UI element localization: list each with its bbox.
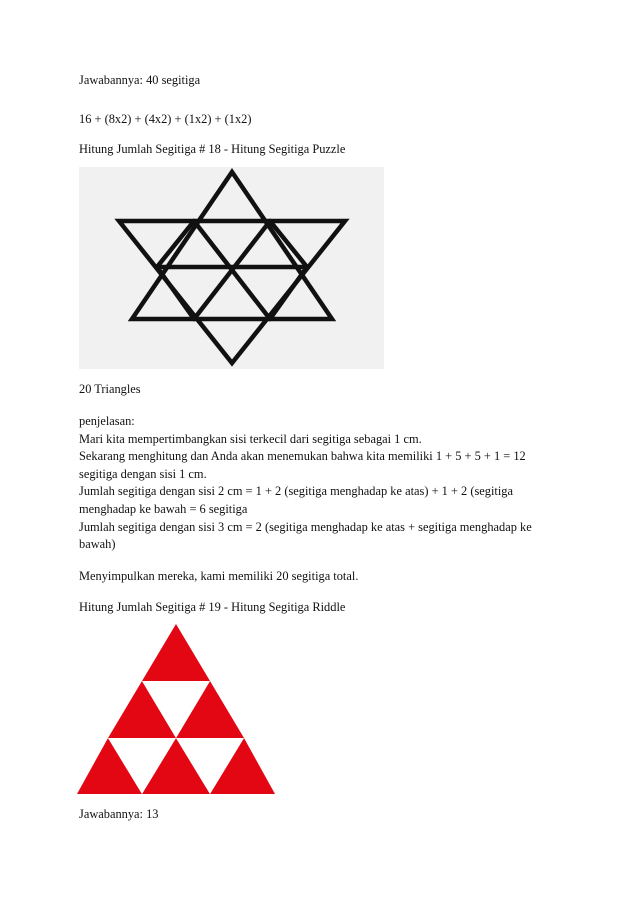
explanation-line: Sekarang menghitung dan Anda akan menemukan bahwa kita memiliki 1 + 5 + 5 + 1 = 12 bbox=[79, 449, 526, 464]
red-triangle-figure bbox=[77, 624, 275, 794]
puzzle-19-answer: Jawabannya: 13 bbox=[79, 807, 159, 821]
explanation-line: menghadap ke bawah = 6 segitiga bbox=[79, 501, 248, 516]
explanation-line: bawah) bbox=[79, 537, 116, 552]
explanation bbox=[79, 413, 569, 554]
conclusion: Menyimpulkan mereka, kami memiliki 20 segitiga total. bbox=[79, 569, 359, 583]
puzzle-19-title: Hitung Jumlah Segitiga # 19 - Hitung Segitiga Riddle bbox=[79, 600, 346, 614]
formula: 16 + (8x2) + (4x2) + (1x2) + (1x2) bbox=[79, 112, 252, 126]
puzzle-18-title: Hitung Jumlah Segitiga # 18 - Hitung Segitiga Puzzle bbox=[79, 142, 346, 156]
answer-top: Jawabannya: 40 segitiga bbox=[79, 73, 201, 87]
explanation-line: segitiga dengan sisi 1 cm. bbox=[79, 466, 207, 481]
explanation-line: Jumlah segitiga dengan sisi 3 cm = 2 (segitiga menghadap ke atas + segitiga menghadap ke bbox=[79, 519, 532, 534]
star-triangle-figure bbox=[79, 167, 384, 369]
explanation-line: Jumlah segitiga dengan sisi 2 cm = 1 + 2 (segitiga menghadap ke atas) + 1 + 2 (segitiga bbox=[79, 484, 513, 499]
explanation-line: penjelasan: bbox=[79, 414, 135, 428]
puzzle-18-answer: 20 Triangles bbox=[79, 382, 141, 396]
explanation-line: Mari kita mempertimbangkan sisi terkecil dari segitiga sebagai 1 cm. bbox=[79, 431, 422, 446]
red-triangle bbox=[142, 624, 210, 681]
